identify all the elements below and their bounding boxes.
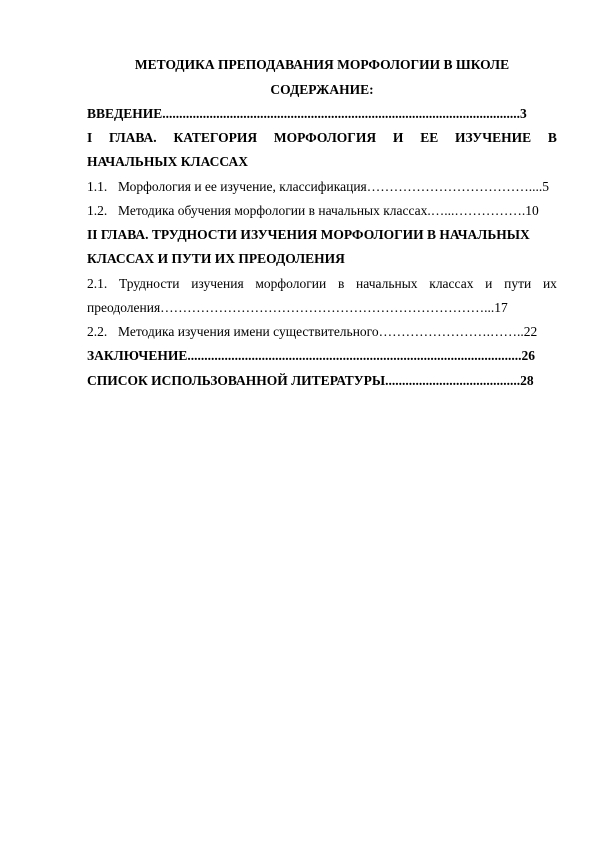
contents-heading: СОДЕРЖАНИЕ: (270, 82, 374, 97)
toc-entry-1-1 (87, 178, 557, 196)
toc-word: КАТЕГОРИЯ (173, 130, 258, 145)
toc-word: изучения (191, 276, 244, 291)
toc-word: начальных (356, 276, 418, 291)
toc-word: И (392, 130, 404, 145)
toc-entry-chapter1 (87, 129, 557, 147)
toc-section-number: 1.1. (87, 179, 108, 194)
toc-entry-chapter1-cont: НАЧАЛЬНЫХ КЛАССАХ (87, 154, 248, 169)
toc-word: Трудности (118, 276, 180, 291)
toc-entry-2-1-cont: преодоления………………………………………………………………...17 (87, 300, 508, 315)
toc-section-text: Методика изучения имени существительного…………………….……..22 (118, 324, 538, 339)
toc-word: I (87, 130, 93, 145)
toc-entry-bibliography: СПИСОК ИСПОЛЬЗОВАННОЙ ЛИТЕРАТУРЫ........................................28 (87, 373, 534, 388)
toc-word: и (485, 276, 493, 291)
toc-section-number: 2.2. (87, 324, 108, 339)
toc-entry-conclusion: ЗАКЛЮЧЕНИЕ...................................................................................................26 (87, 348, 535, 363)
toc-word: ГЛАВА. (109, 130, 157, 145)
toc-word: В (547, 130, 557, 145)
toc-word: 2.1. (87, 276, 108, 291)
toc-word: в (337, 276, 345, 291)
document-title: МЕТОДИКА ПРЕПОДАВАНИЯ МОРФОЛОГИИ В ШКОЛЕ (134, 57, 510, 72)
toc-entry-chapter2-cont: КЛАССАХ И ПУТИ ИХ ПРЕОДОЛЕНИЯ (87, 251, 345, 266)
toc-word: ИЗУЧЕНИЕ (455, 130, 532, 145)
toc-word: МОРФОЛОГИЯ (273, 130, 377, 145)
toc-section-text: Методика обучения морфологии в начальных классах.…...…………….10 (118, 203, 539, 218)
toc-word: ЕЕ (420, 130, 439, 145)
toc-entry-chapter2: II ГЛАВА. ТРУДНОСТИ ИЗУЧЕНИЯ МОРФОЛОГИИ В НАЧАЛЬНЫХ (87, 227, 530, 242)
toc-section-text: Морфология и ее изучение, классификация………………………………....5 (118, 179, 549, 194)
toc-word: морфологии (255, 276, 327, 291)
toc-word: их (542, 276, 557, 291)
toc-section-number: 1.2. (87, 203, 108, 218)
toc-entry-2-2 (87, 323, 557, 341)
toc-entry-2-1 (87, 275, 557, 293)
toc-entry-1-2 (87, 202, 557, 220)
toc-word: пути (504, 276, 532, 291)
toc-entry-intro: ВВЕДЕНИЕ..........................................................................................................3 (87, 106, 527, 121)
toc-word: классах (429, 276, 474, 291)
